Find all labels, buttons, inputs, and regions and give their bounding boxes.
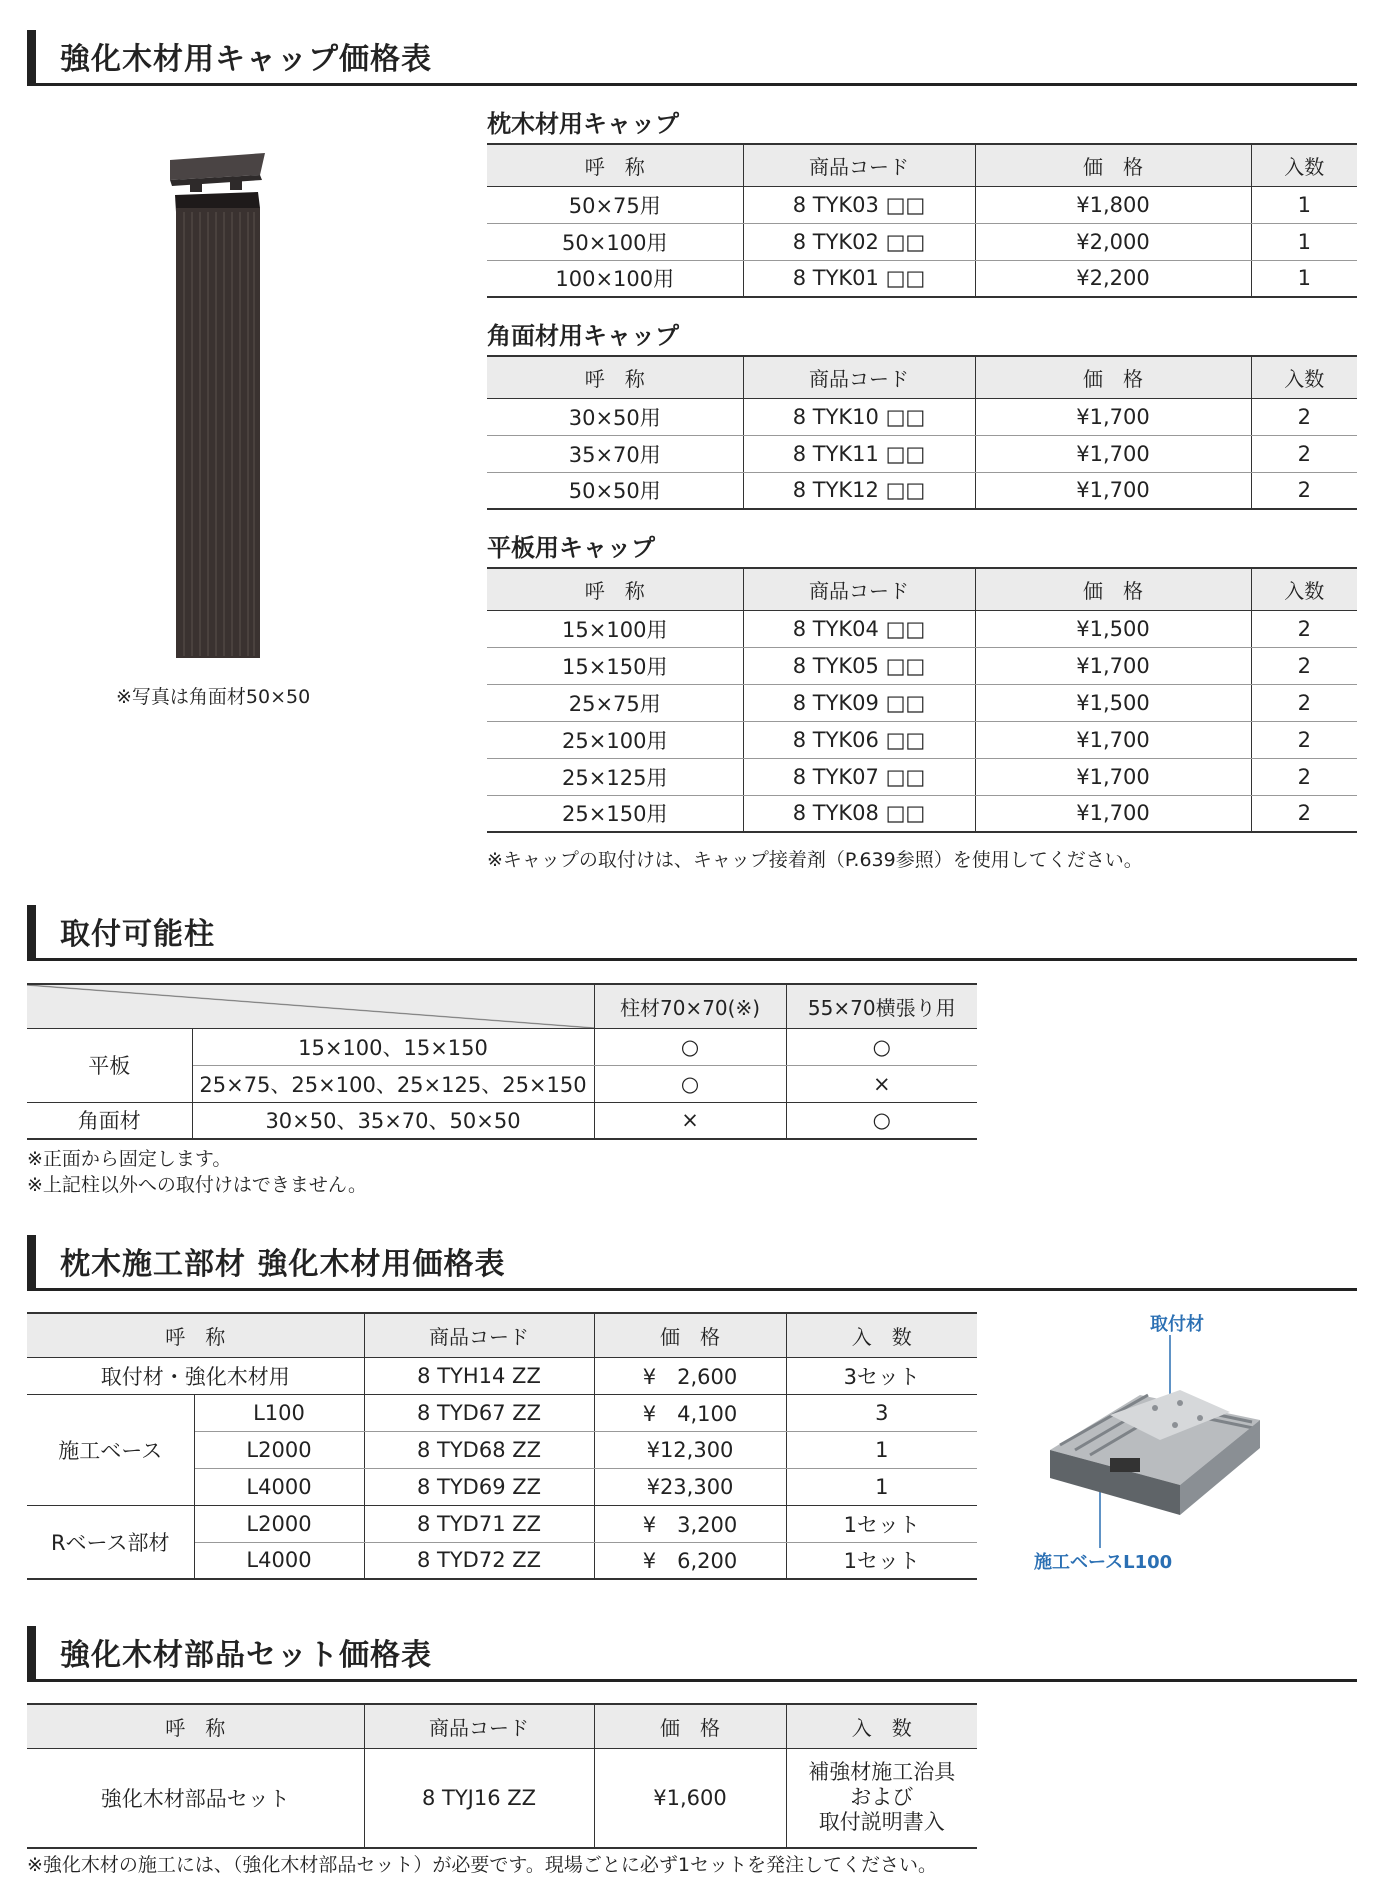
posts-group-board: 平板: [27, 1028, 192, 1102]
table-row: 平板 15×100、15×150 ○ ○: [27, 1028, 977, 1065]
table-row: Rベース部材 L2000 8 TYD71 ZZ ¥ 3,200 1セット: [27, 1505, 977, 1542]
parts-table: [27, 1703, 977, 1849]
photo-caption: ※写真は角面材50×50: [116, 686, 311, 708]
col-header-name: 呼 称: [487, 568, 743, 610]
col-header-qty: 入 数: [786, 1704, 977, 1748]
table-row: 25×150用 8 TYK08 □□ ¥1,700 2: [487, 795, 1357, 832]
table-row: 50×100用 8 TYK02 □□ ¥2,000 1: [487, 223, 1357, 260]
col-header-qty: 入数: [1251, 356, 1357, 398]
table-row: 30×50用 8 TYK10 □□ ¥1,700 2: [487, 398, 1357, 435]
cap-table-sleeper: [487, 143, 1357, 298]
table-row: 100×100用 8 TYK01 □□ ¥2,200 1: [487, 260, 1357, 297]
group-base: 施工ベース: [27, 1394, 194, 1505]
col-header-price: 価 格: [975, 356, 1251, 398]
posts-header-70: 柱材70×70(※): [594, 984, 786, 1028]
col-header-price: 価 格: [975, 144, 1251, 186]
table-row: 15×100用 8 TYK04 □□ ¥1,500 2: [487, 610, 1357, 647]
table-row: L4000 8 TYD72 ZZ ¥ 6,200 1セット: [27, 1542, 977, 1579]
col-header-name: 呼 称: [27, 1704, 364, 1748]
posts-table: [27, 983, 977, 1140]
table-row: 25×100用 8 TYK06 □□ ¥1,700 2: [487, 721, 1357, 758]
col-header-qty: 入数: [1251, 144, 1357, 186]
group-r-base: Rベース部材: [27, 1505, 194, 1579]
sleeper-table: [27, 1312, 977, 1580]
col-header-code: 商品コード: [743, 568, 975, 610]
section-title-posts: 取付可能柱: [27, 905, 1357, 961]
table-row: 施工ベース L100 8 TYD67 ZZ ¥ 4,100 3: [27, 1394, 977, 1431]
col-header-code: 商品コード: [743, 356, 975, 398]
cap-table-board: [487, 567, 1357, 833]
table-row: 25×125用 8 TYK07 □□ ¥1,700 2: [487, 758, 1357, 795]
table-row: 15×150用 8 TYK05 □□ ¥1,700 2: [487, 647, 1357, 684]
col-header-code: 商品コード: [743, 144, 975, 186]
cap-table-title-3: 平板用キャップ: [487, 534, 655, 562]
posts-header-blank: [27, 984, 594, 1028]
section-title-parts: 強化木材部品セット価格表: [27, 1626, 1357, 1682]
table-row: 25×75用 8 TYK09 □□ ¥1,500 2: [487, 684, 1357, 721]
posts-note-2: ※上記柱以外への取付けはできません。: [27, 1174, 368, 1196]
table-row: 角面材 30×50、35×70、50×50 × ○: [27, 1102, 977, 1139]
table-row: L4000 8 TYD69 ZZ ¥23,300 1: [27, 1468, 977, 1505]
table-row: 50×50用 8 TYK12 □□ ¥1,700 2: [487, 472, 1357, 509]
posts-header-55: 55×70横張り用: [786, 984, 977, 1028]
col-header-price: 価 格: [975, 568, 1251, 610]
col-header-price: 価 格: [594, 1313, 786, 1357]
cap-table-square: [487, 355, 1357, 510]
col-header-price: 価 格: [594, 1704, 786, 1748]
cap-table-title-2: 角面材用キャップ: [487, 322, 679, 350]
table-row: 25×75、25×100、25×125、25×150 ○ ×: [27, 1065, 977, 1102]
photo-label-bottom: 施工ベースL100: [1034, 1552, 1173, 1573]
base-part-image: [1030, 1300, 1340, 1580]
col-header-name: 呼 称: [27, 1313, 364, 1357]
photo-label-top: 取付材: [1150, 1314, 1204, 1335]
col-header-qty: 入 数: [786, 1313, 977, 1357]
posts-group-square: 角面材: [27, 1102, 192, 1139]
col-header-name: 呼 称: [487, 144, 743, 186]
posts-note-1: ※正面から固定します。: [27, 1148, 232, 1170]
cap-note: ※キャップの取付けは、キャップ接着剤（P.639参照）を使用してください。: [487, 849, 1143, 871]
col-header-qty: 入数: [1251, 568, 1357, 610]
table-row: 50×75用 8 TYK03 □□ ¥1,800 1: [487, 186, 1357, 223]
cap-table-title-1: 枕木材用キャップ: [487, 110, 679, 138]
col-header-name: 呼 称: [487, 356, 743, 398]
parts-note: ※強化木材の施工には、（強化木材部品セット）が必要です。現場ごとに必ず1セットを発注してください。: [27, 1854, 937, 1876]
table-row: L2000 8 TYD68 ZZ ¥12,300 1: [27, 1431, 977, 1468]
table-row: 取付材・強化木材用 8 TYH14 ZZ ¥ 2,600 3セット: [27, 1357, 977, 1394]
base-photo: [1030, 1300, 1340, 1580]
section-title-caps: 強化木材用キャップ価格表: [27, 30, 1357, 86]
section-title-sleeper: 枕木施工部材 強化木材用価格表: [27, 1235, 1357, 1291]
col-header-code: 商品コード: [364, 1704, 594, 1748]
table-row: 35×70用 8 TYK11 □□ ¥1,700 2: [487, 435, 1357, 472]
wood-post-image: [150, 150, 310, 660]
table-row: 強化木材部品セット 8 TYJ16 ZZ ¥1,600 補強材施工治具 および 取付説明書入: [27, 1748, 977, 1848]
post-photo: [150, 150, 310, 660]
col-header-code: 商品コード: [364, 1313, 594, 1357]
